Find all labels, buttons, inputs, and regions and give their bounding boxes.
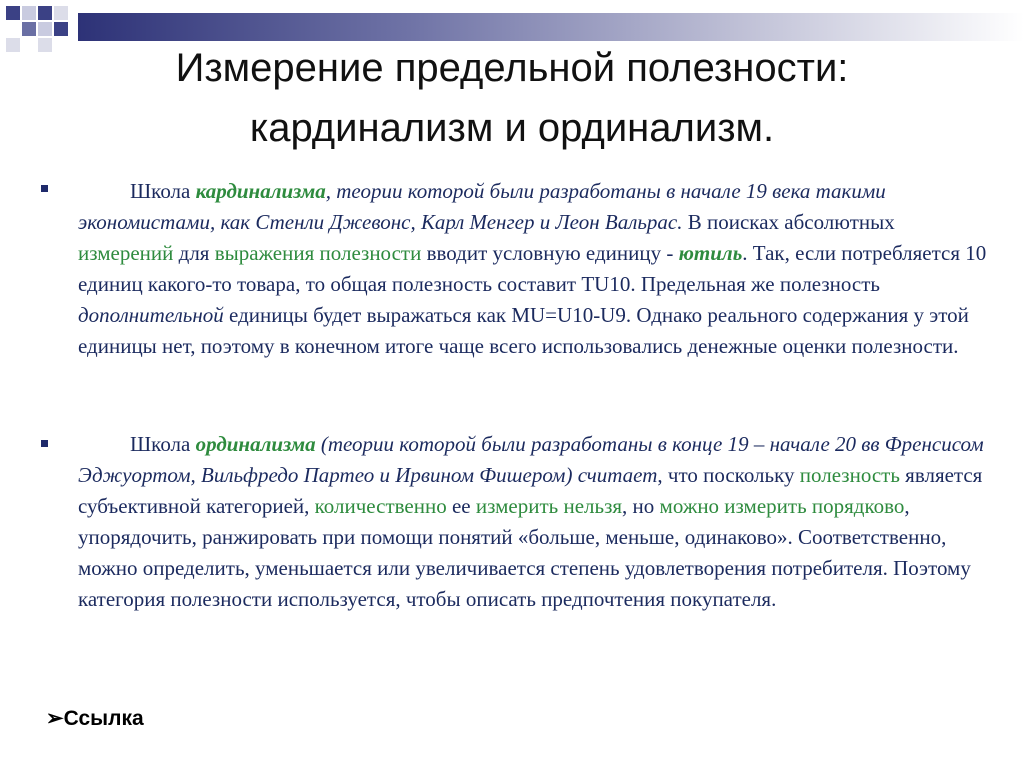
term-util: ютиль <box>678 241 743 265</box>
deco-square <box>22 22 36 36</box>
bullet-marker <box>41 185 48 192</box>
deco-square <box>6 6 20 20</box>
term-cardinalism: кардинализма <box>195 179 326 203</box>
deco-square <box>22 6 36 20</box>
slide-title <box>0 38 1024 158</box>
term-ordinalism: ординализма <box>195 432 316 456</box>
link-label: Ссылка <box>63 707 144 730</box>
bullet-marker <box>41 440 48 447</box>
bullet-cardinalism: Школа кардинализма, теории которой были разработаны в начале 19 века такими экономистами, как Стенли Джевонс, Карл Менгер и Леон Вальрас. В поисках абсолютных измерений для выражения полезности вводит условную единицу - ютиль. Так, если потребляется 10 единиц какого-то товара, то общая полезность составит TU10. Предельная же полезность дополнительной единицы будет выражаться как MU=U10-U9. Однако реального содержания у этой единицы нет, поэтому в конечном итоге чаще всего использовались денежные оценки полезности. <box>78 179 987 358</box>
arrow-bullet-icon: ➢ <box>46 707 64 730</box>
deco-square <box>38 6 52 20</box>
reference-link[interactable] <box>46 706 144 731</box>
deco-square <box>54 22 68 36</box>
title-line-1: Измерение предельной полезности: <box>175 46 849 90</box>
bullet-ordinalism: Школа ординализма (теории которой были разработаны в конце 19 – начале 20 вв Френсисом Эджуортом, Вильфредо Партео и Ирвином Фишером) считает, что поскольку полезность является субъективной категорией, количественно ее измерить нельзя, но можно измерить порядково, упорядочить, ранжировать при помощи понятий «больше, меньше, одинаково». Соответственно, можно определить, уменьшается или увеличивается степень удовлетворения потребителя. Поэтому категория полезности используется, чтобы описать предпочтения покупателя. <box>78 432 984 611</box>
header-gradient-bar <box>78 13 1024 41</box>
deco-square <box>38 22 52 36</box>
title-line-2: кардинализм и ординализм. <box>249 106 775 150</box>
deco-square <box>54 6 68 20</box>
